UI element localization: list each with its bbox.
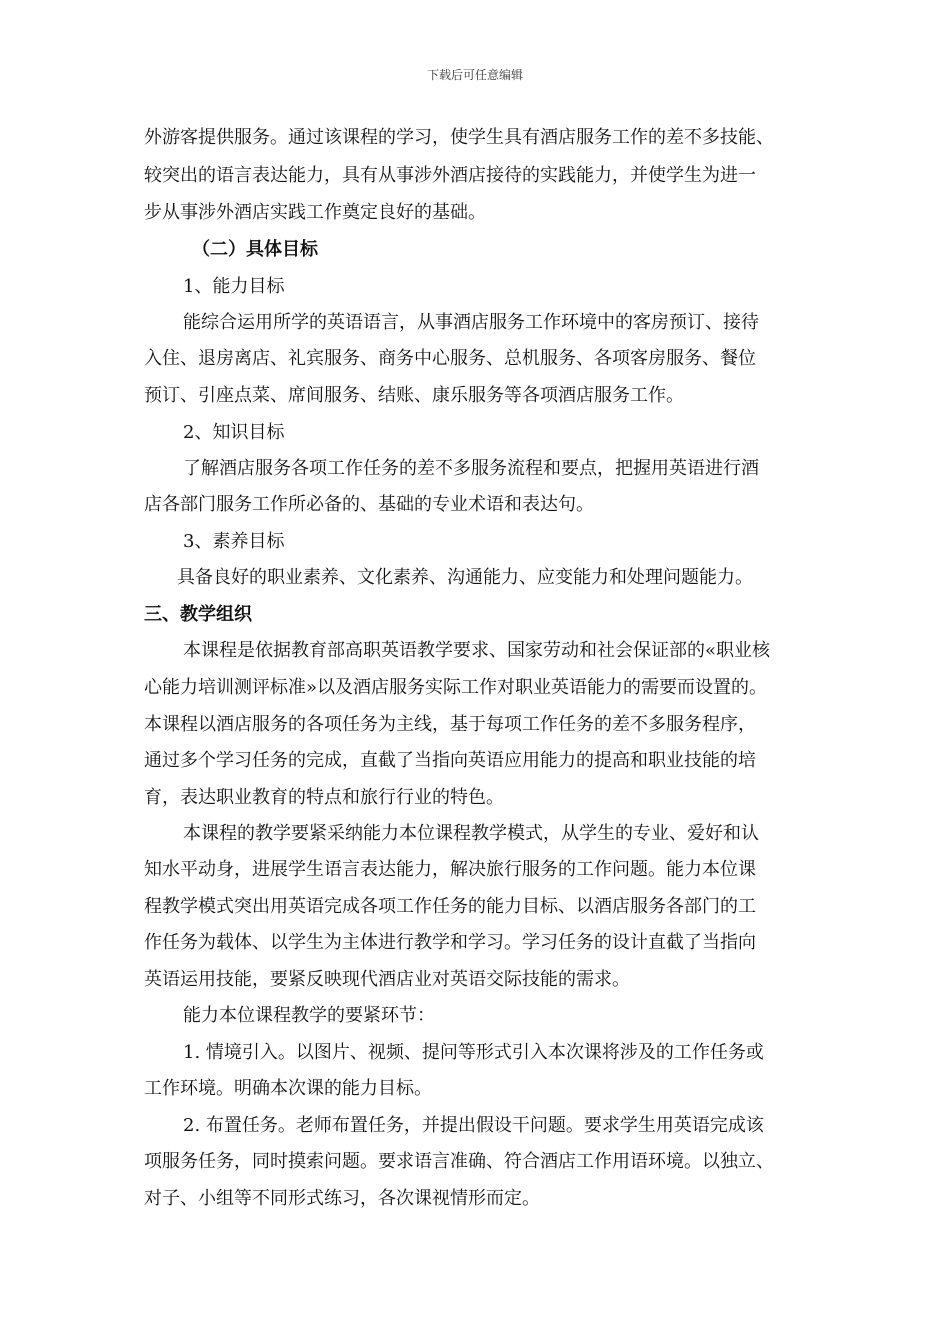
paragraph-line: 店各部门服务工作所必备的、基础的专业术语和表达句。 bbox=[144, 494, 594, 515]
paragraph-line: 通过多个学习任务的完成，直截了当指向英语应用能力的提高和职业技能的培 bbox=[144, 750, 756, 771]
paragraph-line: 步从事涉外酒店实践工作奠定良好的基础。 bbox=[144, 202, 486, 223]
paragraph-line: 育，表达职业教育的特点和旅行行业的特色。 bbox=[144, 787, 504, 808]
list-heading: 2、知识目标 bbox=[183, 422, 285, 443]
paragraph-line: 本课程的教学要紧采纳能力本位课程教学模式，从学生的专业、爱好和认 bbox=[183, 823, 759, 844]
paragraph-line: 了解酒店服务各项工作任务的差不多服务流程和要点，把握用英语进行酒 bbox=[183, 458, 759, 479]
paragraph-line: 较突出的语言表达能力，具有从事涉外酒店接待的实践能力，并使学生为进一 bbox=[144, 165, 756, 186]
paragraph-line: 知水平动身，进展学生语言表达能力，解决旅行服务的工作问题。能力本位课 bbox=[144, 859, 756, 880]
list-item: 对子、小组等不同形式练习，各次课视情形而定。 bbox=[144, 1188, 540, 1209]
paragraph-line: 本课程是依据教育部高职英语教学要求、国家劳动和社会保证部的«职业核 bbox=[183, 640, 771, 661]
paragraph-line: 心能力培训测评标准»以及酒店服务实际工作对职业英语能力的需要而设置的。 bbox=[144, 677, 768, 698]
paragraph-line: 本课程以酒店服务的各项任务为主线，基于每项工作任务的差不多服务程序， bbox=[144, 714, 756, 735]
paragraph-line: 程教学模式突出用英语完成各项工作任务的能力目标、以酒店服务各部门的工 bbox=[144, 896, 756, 917]
list-heading: 1、能力目标 bbox=[183, 276, 285, 297]
paragraph-line: 英语运用技能，要紧反映现代酒店业对英语交际技能的需求。 bbox=[144, 969, 630, 990]
list-item: 项服务任务，同时摸索问题。要求语言准确、符合酒店工作用语环境。以独立、 bbox=[144, 1151, 774, 1172]
page-header: 下载后可任意编辑 bbox=[426, 68, 523, 82]
paragraph-line: 能力本位课程教学的要紧环节： bbox=[183, 1005, 435, 1026]
section-heading: 三、教学组织 bbox=[144, 604, 252, 625]
paragraph-line: 作任务为载体、以学生为主体进行教学和学习。学习任务的设计直截了当指向 bbox=[144, 932, 756, 953]
list-item: 2. 布置任务。老师布置任务，并提出假设干问题。要求学生用英语完成该 bbox=[183, 1115, 764, 1136]
paragraph-line: 外游客提供服务。通过该课程的学习，使学生具有酒店服务工作的差不多技能、 bbox=[144, 127, 774, 148]
subsection-heading: （二）具体目标 bbox=[192, 239, 318, 260]
paragraph-line: 入住、退房离店、礼宾服务、商务中心服务、总机服务、各项客房服务、餐位 bbox=[144, 348, 756, 369]
paragraph-line: 具备良好的职业素养、文化素养、沟通能力、应变能力和处理问题能力。 bbox=[177, 567, 753, 588]
list-item: 工作环境。明确本次课的能力目标。 bbox=[144, 1078, 432, 1099]
list-heading: 3、素养目标 bbox=[183, 531, 285, 552]
paragraph-line: 能综合运用所学的英语语言，从事酒店服务工作环境中的客房预订、接待 bbox=[183, 312, 759, 333]
paragraph-line: 预订、引座点菜、席间服务、结账、康乐服务等各项酒店服务工作。 bbox=[144, 385, 684, 406]
list-item: 1. 情境引入。以图片、视频、提问等形式引入本次课将涉及的工作任务或 bbox=[183, 1042, 764, 1063]
